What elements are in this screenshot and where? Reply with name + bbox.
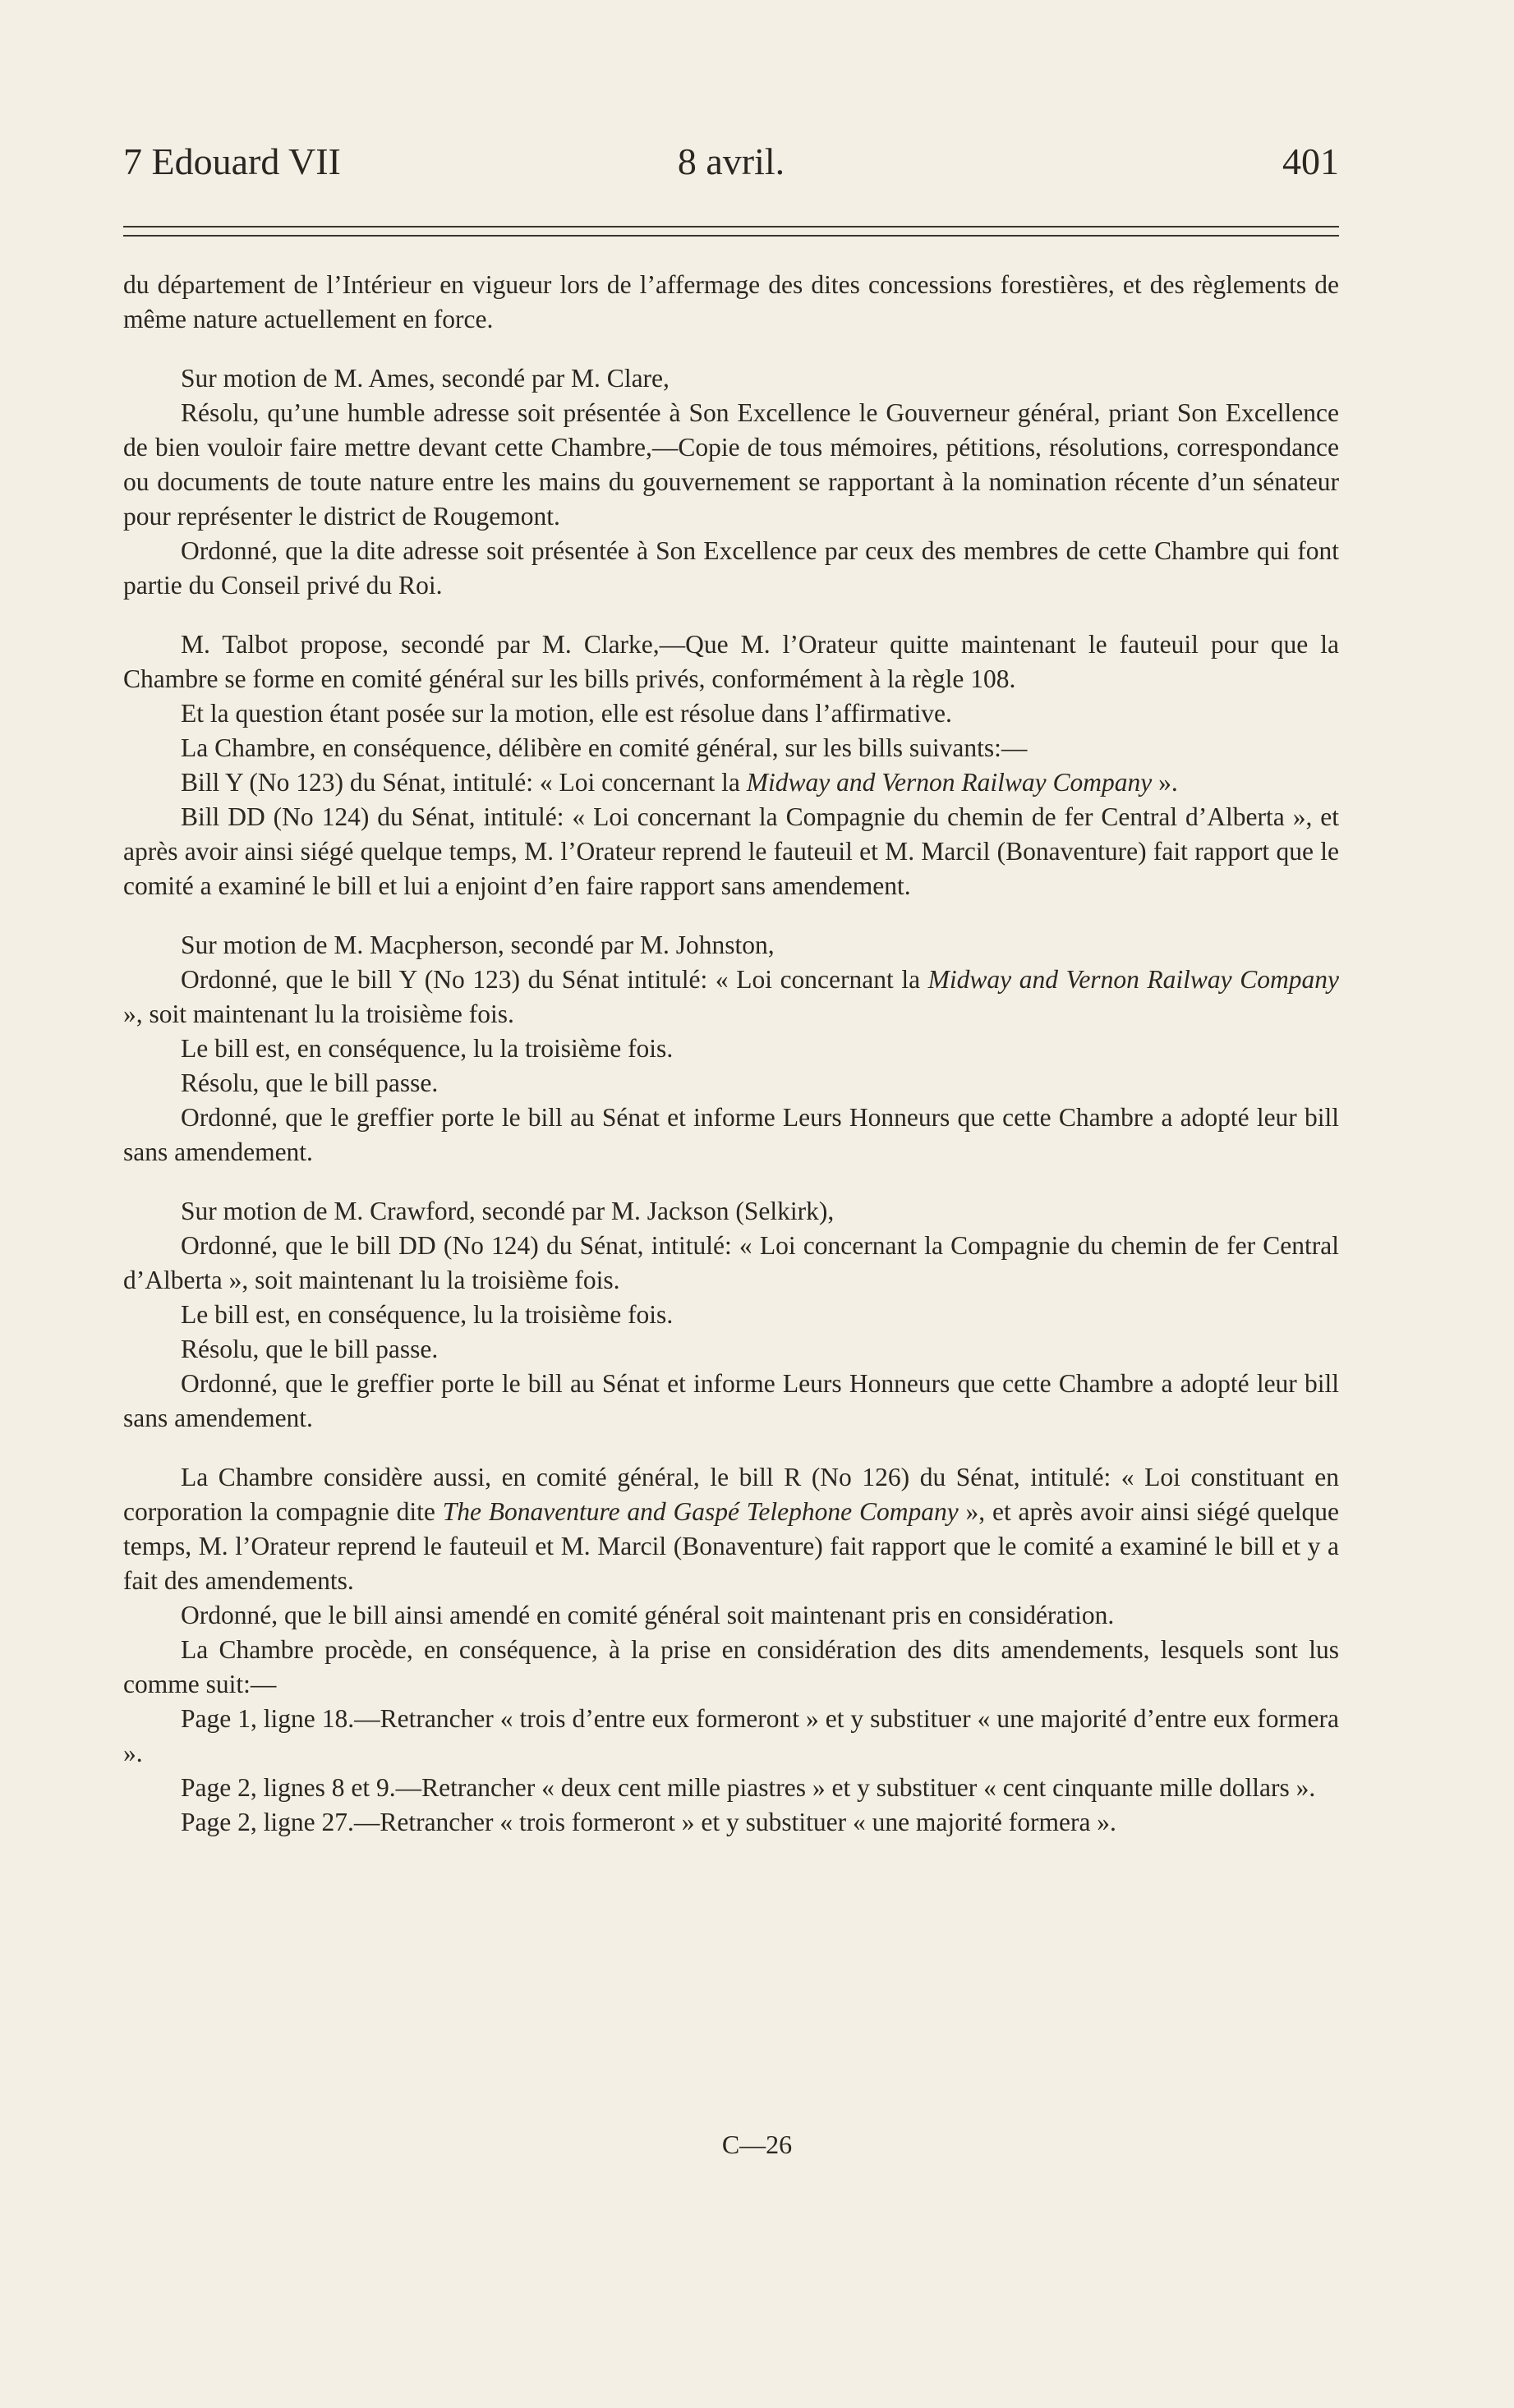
- header-page-number: 401: [1282, 140, 1339, 182]
- paragraph: Page 2, ligne 27.—Retrancher « trois formeront » et y substituer « une majorité formera ».: [181, 1808, 1116, 1836]
- header-rule-top: [123, 226, 1339, 227]
- paragraph: Sur motion de M. Crawford, secondé par M. Jackson (Selkirk),: [181, 1197, 835, 1225]
- paragraph: La Chambre procède, en conséquence, à la prise en considération des dits amendements, lesquels sont lus comme suit:—: [123, 1635, 1339, 1698]
- paragraph: Sur motion de M. Macpherson, secondé par M. Johnston,: [181, 931, 775, 959]
- running-header: [123, 140, 1339, 205]
- document-body: [123, 268, 1339, 1840]
- paragraph: Le bill est, en conséquence, lu la troisième fois.: [181, 1034, 674, 1063]
- paragraph: Résolu, qu’une humble adresse soit présentée à Son Excellence le Gouverneur général, priant Son Excellence de bien vouloir faire mettre devant cette Chambre,—Copie de tous mémoires, pétitions, résolutions, correspondance ou documents de toute nature entre les mains du gouvernement se rapportant à la nomination récente d’un sénateur pour représenter le district de Rougemont.: [123, 398, 1339, 531]
- paragraph: Le bill est, en conséquence, lu la troisième fois.: [181, 1300, 674, 1329]
- paragraph-text: », soit maintenant lu la troisième fois.: [123, 1000, 514, 1028]
- header-rule-bottom: [123, 235, 1339, 237]
- paragraph: Page 2, lignes 8 et 9.—Retrancher « deux cent mille piastres » et y substituer « cent cinquante mille dollars ».: [181, 1773, 1316, 1802]
- paragraph-text: », et après avoir ainsi siégé quelque temps, M. l’Orateur reprend le fauteuil et M. Marcil (Bonaventure) fait rapport que le comité a examiné le bill et y a fait des amendements.: [123, 1497, 1339, 1595]
- paragraph-text: Ordonné, que le bill Y (No 123) du Sénat intitulé: « Loi concernant la: [181, 965, 928, 994]
- paragraph: du département de l’Intérieur en vigueur lors de l’affermage des dites concessions forestières, et des règlements de même nature actuellement en force.: [123, 270, 1339, 333]
- paragraph: Ordonné, que le bill DD (No 124) du Sénat, intitulé: « Loi concernant la Compagnie du chemin de fer Central d’Alberta », soit maintenant lu la troisième fois.: [123, 1231, 1339, 1294]
- paragraph: Résolu, que le bill passe.: [181, 1068, 439, 1097]
- paragraph: [123, 963, 1339, 1032]
- paragraph-text: La Chambre considère aussi, en comité général, le bill R (No 126) du Sénat, intitulé: « Loi constituant en corporation la compagnie dite: [123, 1463, 1339, 1526]
- paragraph-text: Bill Y (No 123) du Sénat, intitulé: « Loi concernant la: [181, 768, 747, 797]
- paragraph: Sur motion de M. Ames, secondé par M. Clare,: [181, 364, 670, 393]
- paragraph: M. Talbot propose, secondé par M. Clarke,—Que M. l’Orateur quitte maintenant le fauteuil pour que la Chambre se forme en comité général sur les bills privés, conformément à la règle 108.: [123, 630, 1339, 693]
- company-name: The Bonaventure and Gaspé Telephone Company: [442, 1497, 959, 1526]
- signature-mark: C—26: [721, 2130, 793, 2159]
- header-regnal-year: 7 Edouard VII: [123, 140, 341, 182]
- paragraph: Ordonné, que la dite adresse soit présentée à Son Excellence par ceux des membres de cette Chambre qui font partie du Conseil privé du Roi.: [123, 536, 1339, 600]
- paragraph: [123, 765, 1339, 800]
- paragraph: La Chambre, en conséquence, délibère en comité général, sur les bills suivants:—: [181, 733, 1028, 762]
- paragraph: [123, 1460, 1339, 1598]
- company-name: Midway and Vernon Railway Company: [927, 965, 1339, 994]
- paragraph: Ordonné, que le bill ainsi amendé en comité général soit maintenant pris en considération.: [181, 1601, 1115, 1629]
- paragraph: Ordonné, que le greffier porte le bill au Sénat et informe Leurs Honneurs que cette Chambre a adopté leur bill sans amendement.: [123, 1103, 1339, 1166]
- header-date: 8 avril.: [677, 140, 785, 182]
- paragraph: Ordonné, que le greffier porte le bill au Sénat et informe Leurs Honneurs que cette Chambre a adopté leur bill sans amendement.: [123, 1369, 1339, 1432]
- paragraph: Et la question étant posée sur la motion, elle est résolue dans l’affirmative.: [181, 699, 952, 728]
- paragraph: Page 1, ligne 18.—Retrancher « trois d’entre eux formeront » et y substituer « une majorité d’entre eux formera ».: [123, 1704, 1339, 1767]
- paragraph: Résolu, que le bill passe.: [181, 1335, 439, 1363]
- paragraph: Bill DD (No 124) du Sénat, intitulé: « Loi concernant la Compagnie du chemin de fer Central d’Alberta », et après avoir ainsi siégé quelque temps, M. l’Orateur reprend le fauteuil et M. Marcil (Bonaventure) fait rapport que le comité a examiné le bill et lui a enjoint d’en faire rapport sans amendement.: [123, 802, 1339, 900]
- paragraph-text: ».: [1152, 768, 1178, 797]
- company-name: Midway and Vernon Railway Company: [746, 768, 1153, 797]
